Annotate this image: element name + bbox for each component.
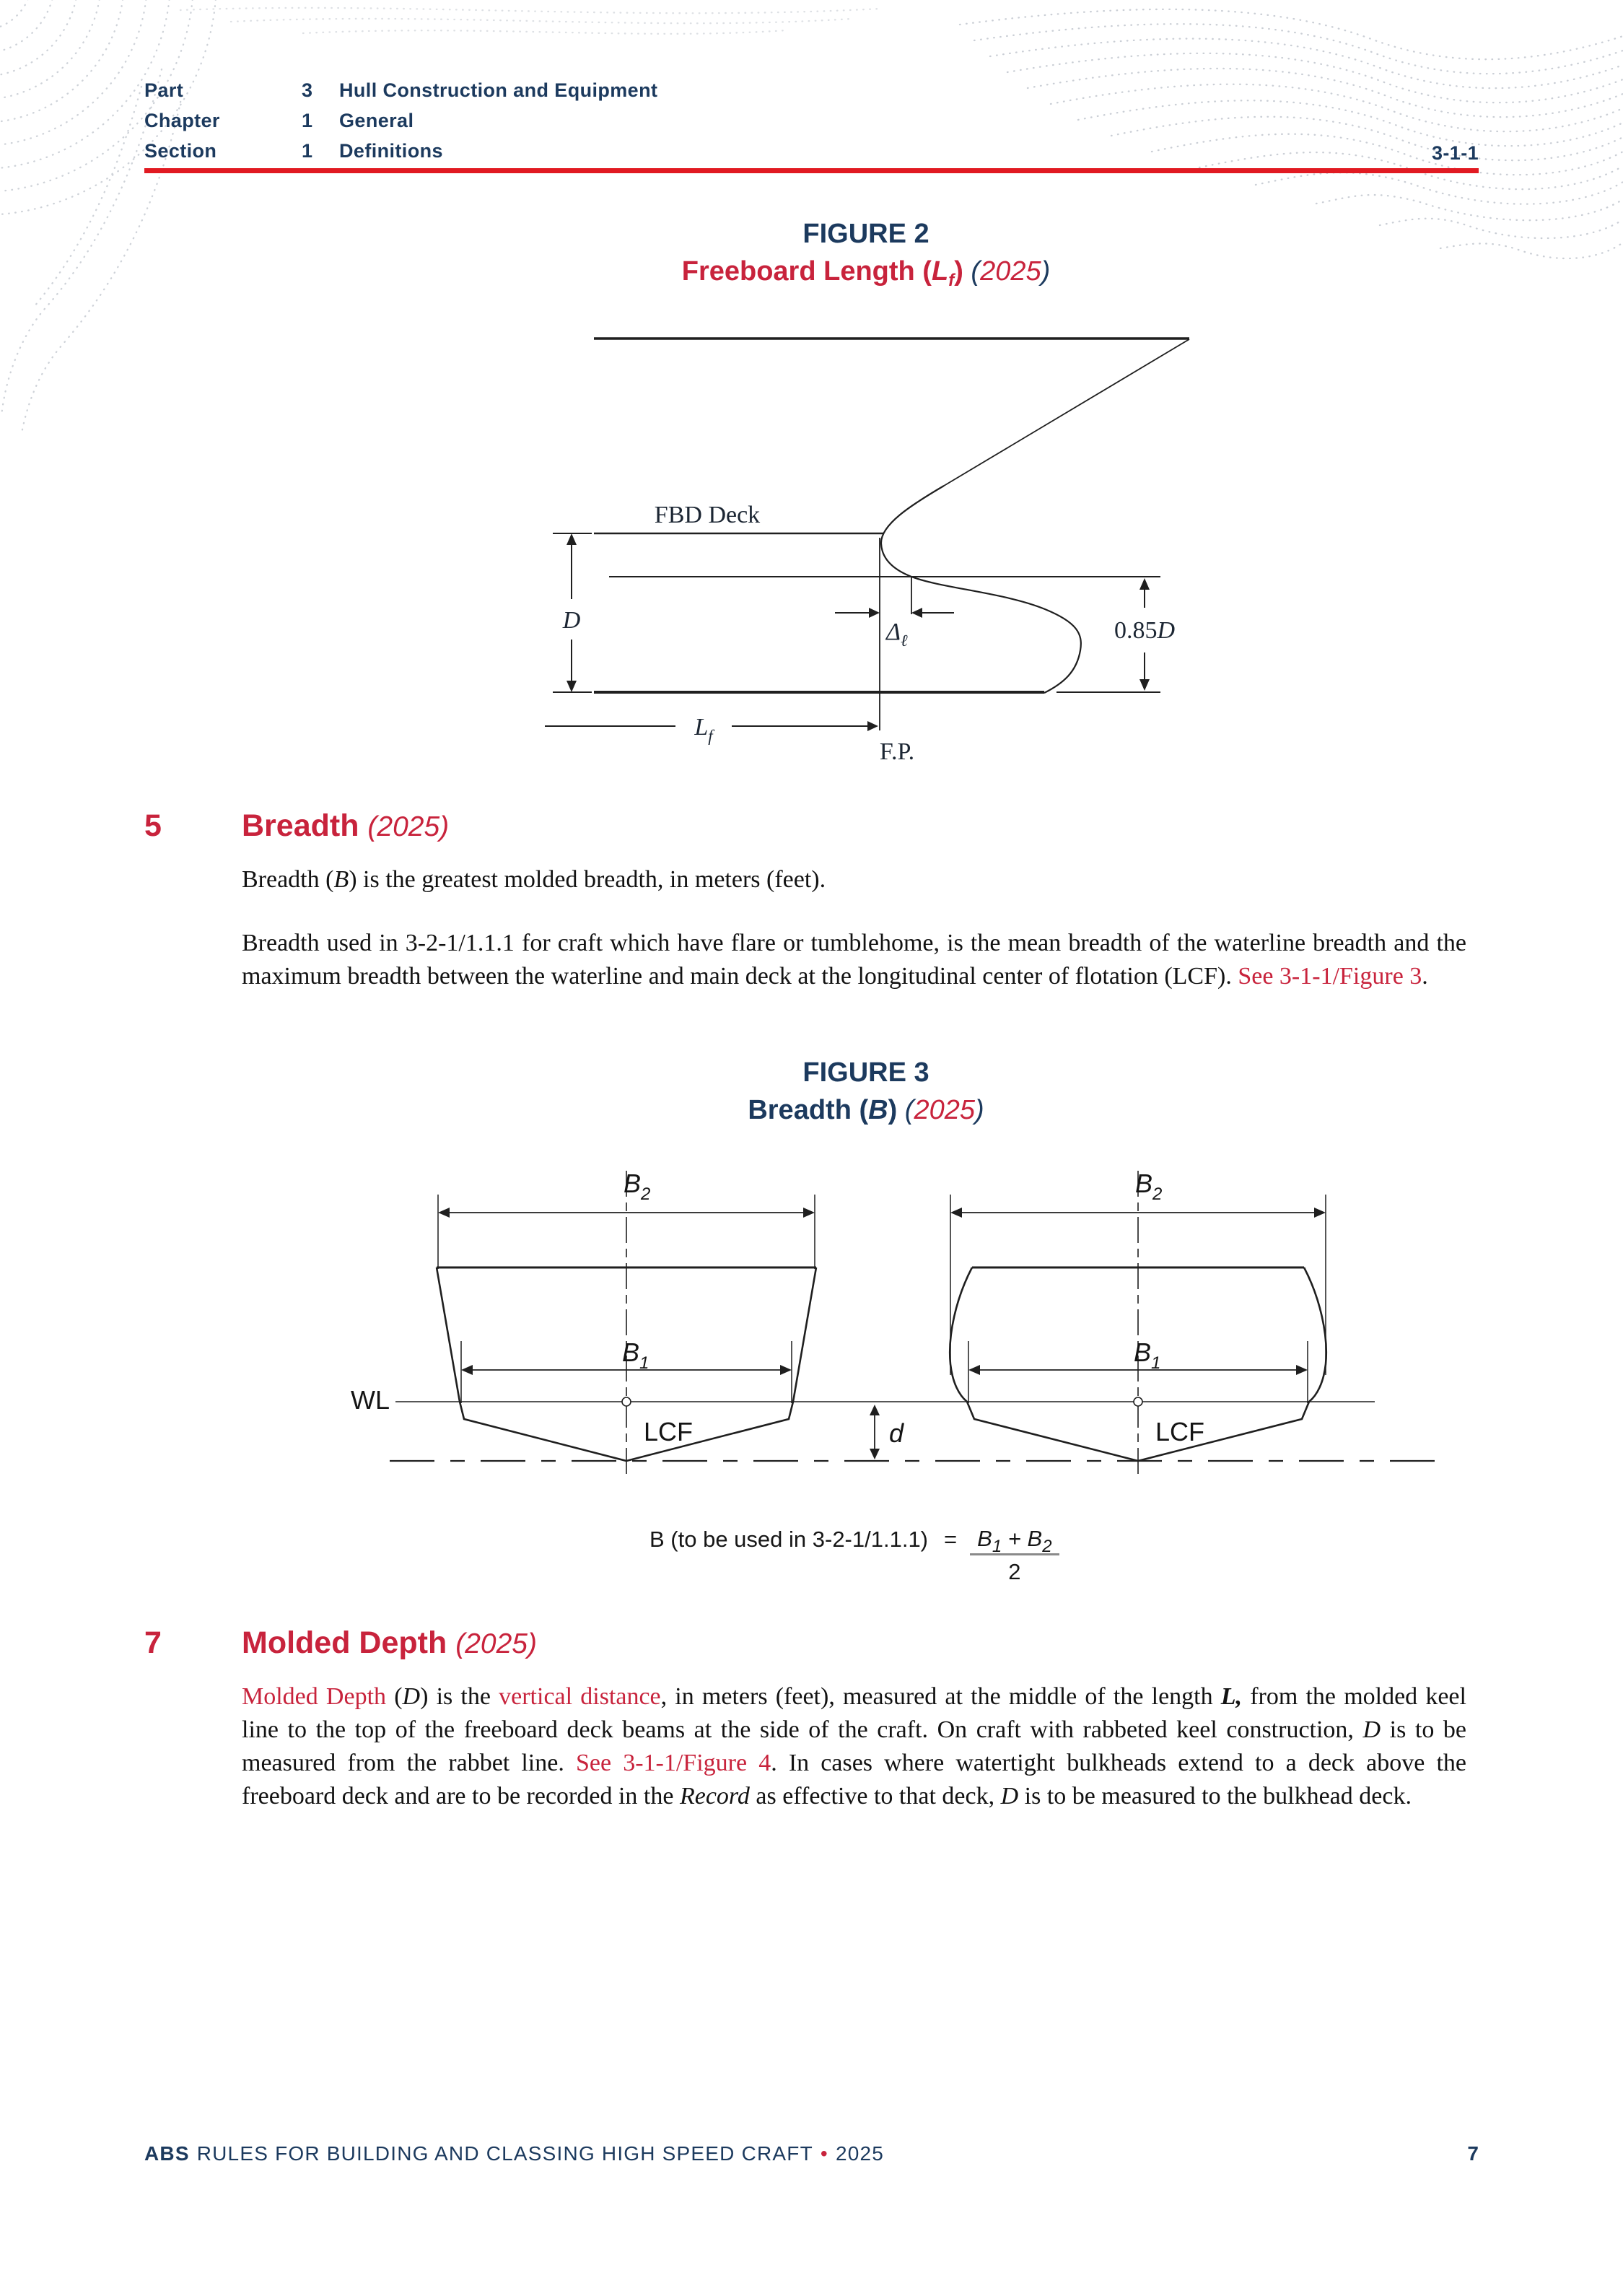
formula-b1-sub: 1	[992, 1537, 1002, 1556]
formula-b2: B	[1027, 1526, 1043, 1551]
section5-heading	[242, 810, 449, 843]
footer-year: 2025	[835, 2142, 885, 2165]
depth-label: D	[562, 607, 581, 634]
section7-paragraph	[242, 1680, 1466, 1813]
figure3-year: 2025	[914, 1095, 975, 1125]
text-segment: Breadth (	[242, 866, 334, 893]
text-segment: D	[1362, 1716, 1381, 1743]
text-segment: Molded Depth	[242, 1683, 387, 1710]
fig2-stem-diagonal	[944, 339, 1189, 486]
header-chapter-number: 1	[302, 110, 313, 131]
section5-number: 5	[144, 808, 162, 843]
wl-label: WL	[351, 1385, 390, 1415]
header-row-section	[144, 141, 1155, 161]
b1-label: $B_1$	[622, 1337, 649, 1373]
header-part-number: 3	[302, 79, 313, 101]
text-segment: as effective to that deck,	[749, 1783, 1001, 1810]
formula-numerator	[970, 1526, 1059, 1554]
text-segment: . In cases where watertight bulkheads extend to a deck above the freeboard deck and are to be recorded in the	[242, 1750, 1466, 1810]
section7-heading	[242, 1627, 537, 1660]
header-section-label: Section	[144, 140, 217, 162]
header-part-title: Hull Construction and Equipment	[339, 79, 658, 101]
text-segment: is to be measured to the bulkhead deck.	[1018, 1783, 1412, 1810]
page-number: 7	[1467, 2142, 1479, 2165]
b2-label-right: $B_2$	[1135, 1169, 1163, 1204]
text-segment: (	[386, 1683, 403, 1710]
figure2-title: FIGURE 2	[802, 219, 929, 249]
figure3-subtitle	[271, 1096, 1461, 1125]
figure2-year-open: (	[971, 256, 981, 287]
text-segment: from the molded keel line to the top of the freeboard deck beams at the side of the craft. On craft with rabbeted keel construction,	[242, 1683, 1466, 1743]
header-chapter-title: General	[339, 110, 414, 131]
text-segment: vertical distance	[499, 1683, 661, 1710]
lcf-label-left: LCF	[644, 1417, 694, 1446]
header-chapter-label: Chapter	[144, 110, 220, 131]
text-segment: D	[402, 1683, 421, 1710]
formula-lhs: B (to be used in 3-2-1/1.1.1)	[649, 1527, 929, 1552]
delta-l-label: $\Delta_\ell$	[886, 619, 908, 650]
figure3-subtitle-text: Breadth (	[748, 1095, 869, 1125]
section5-year: (2025)	[367, 811, 450, 842]
figure3-title: FIGURE 3	[802, 1057, 929, 1088]
header-row-part	[144, 81, 1155, 100]
text-segment: ) is the greatest molded breadth, in meters (feet).	[349, 866, 826, 893]
b2-label: $B_2$	[624, 1169, 651, 1204]
text-segment: , in meters (feet), measured at the middle of the length	[660, 1683, 1221, 1710]
cross-reference-link[interactable]: See 3-1-1/Figure 4	[575, 1750, 771, 1776]
draft-label: d	[889, 1418, 904, 1448]
figure2-subtitle-text: Freeboard Length (	[681, 256, 932, 287]
page-footer	[144, 2142, 1479, 2165]
formula-denominator: 2	[1008, 1559, 1021, 1584]
text-segment: is to be measured from the rabbet line.	[242, 1716, 1467, 1776]
lf-label: $L_f$	[694, 714, 713, 745]
header-part-label: Part	[144, 79, 184, 101]
figure3-year-open: (	[904, 1095, 914, 1125]
figure2-subtitle-subscript: f	[948, 271, 955, 290]
figure3-diagram	[310, 1149, 1501, 1510]
text-segment: D	[1000, 1783, 1019, 1810]
text-segment: Breadth used in 3-2-1/1.1.1 for craft which have flare or tumblehome, is the mean breadth of the waterline breadth and the maximum breadth between the waterline and main deck at the longitudinal center of flotation (LCF).	[242, 930, 1466, 990]
section5-title: Breadth	[242, 808, 359, 843]
figure2-diagram	[498, 310, 1227, 787]
section7-number: 7	[144, 1625, 162, 1660]
figure2-year-close: )	[1041, 256, 1051, 287]
section7-year: (2025)	[455, 1628, 537, 1659]
footer-brand: ABS	[144, 2142, 190, 2165]
formula-equals: =	[944, 1527, 958, 1552]
formula-b2-sub: 2	[1042, 1537, 1052, 1556]
text-segment: .	[1422, 963, 1428, 990]
header-section-title: Definitions	[339, 140, 443, 162]
header-rule	[144, 168, 1479, 173]
section7-title: Molded Depth	[242, 1625, 447, 1660]
085d-label: 0.85D	[1114, 617, 1176, 644]
text-segment: B	[333, 866, 349, 893]
formula-fraction	[970, 1524, 1059, 1586]
lcf-label-right: LCF	[1155, 1417, 1205, 1446]
header-section-number: 1	[302, 140, 313, 162]
breadth-formula	[649, 1524, 1059, 1586]
section-code: 3-1-1	[1431, 142, 1479, 164]
footer-bullet: •	[820, 2142, 828, 2165]
figure2-subtitle-close: )	[954, 256, 963, 287]
figure3-subtitle-close: )	[888, 1095, 898, 1125]
cross-reference-link[interactable]: See 3-1-1/Figure 3	[1238, 963, 1422, 990]
text-segment: Record	[679, 1783, 750, 1810]
formula-b1: B	[977, 1526, 992, 1551]
footer-title: RULES FOR BUILDING AND CLASSING HIGH SPEED CRAFT	[196, 2142, 813, 2165]
figure2-year: 2025	[980, 256, 1041, 287]
text-segment: ) is the	[420, 1683, 499, 1710]
figure2-subtitle-symbol: L	[931, 256, 949, 287]
section5-paragraph-2	[242, 927, 1466, 993]
fig3-left-lcf-marker	[622, 1397, 631, 1406]
formula-plus: +	[1002, 1526, 1028, 1551]
figure3-subtitle-symbol: B	[868, 1095, 888, 1125]
figure3-year-close: )	[975, 1095, 984, 1125]
section5-paragraph-1	[242, 863, 1466, 896]
fig3-right-lcf-marker	[1134, 1397, 1142, 1406]
fp-label: F.P.	[879, 738, 915, 765]
figure2-subtitle	[271, 256, 1461, 290]
b1-label-right: $B_1$	[1134, 1337, 1161, 1373]
text-segment: L,	[1220, 1683, 1243, 1710]
footer-text	[144, 2142, 884, 2165]
fbd-deck-label: FBD Deck	[654, 502, 761, 528]
header-row-chapter	[144, 111, 1155, 131]
